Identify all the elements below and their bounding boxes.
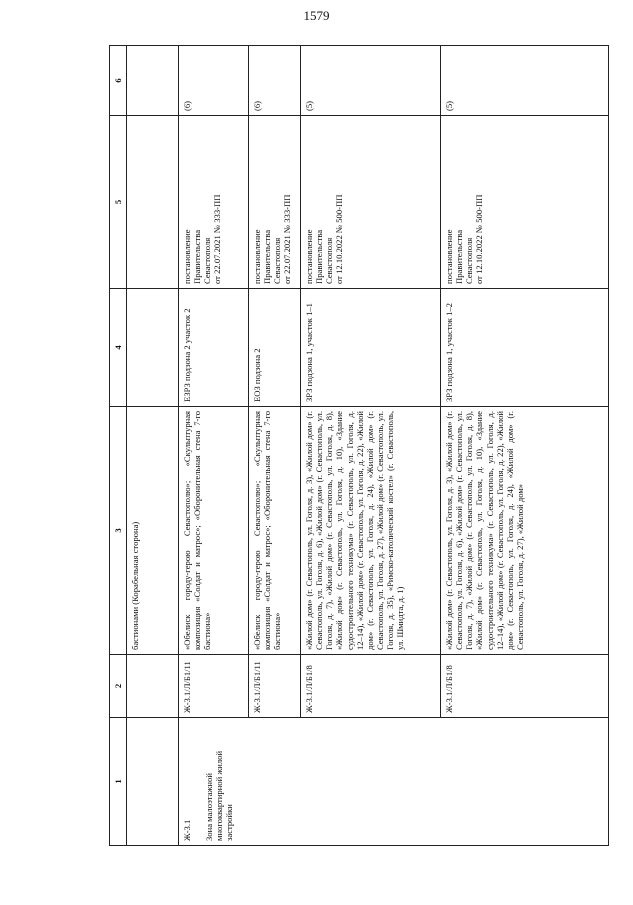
zone-name: Зона малоэтажной многоквартирной жилой застройки <box>204 750 235 841</box>
zone-cell <box>127 718 179 846</box>
header-cell: 4 <box>110 289 127 407</box>
zone-cell <box>179 718 609 846</box>
note-cell: (5) <box>301 46 441 116</box>
subzone-cell: ЗРЗ подзона 1, участок 1–2 <box>441 289 609 407</box>
table-row <box>179 46 249 846</box>
header-cell: 6 <box>110 46 127 116</box>
index-cell: Ж-3.1/Л/Б1/8 <box>301 655 441 718</box>
table-header-row <box>110 46 127 846</box>
note-cell: (5) <box>441 46 609 116</box>
act-cell: постановление Правительства Севастополя от 22.07.2021 № 333-ПП <box>179 116 249 289</box>
rotated-table-wrapper <box>109 46 609 846</box>
act-cell: постановление Правительства Севастополя от 22.07.2021 № 333-ПП <box>249 116 301 289</box>
act-cell: постановление Правительства Севастополя от 12.10.2022 № 500-ПП <box>301 116 441 289</box>
rotated-table-canvas <box>109 46 609 846</box>
objects-cell: «Обелиск городу-герою Севастополю»; «Скульптурная композиция «Солдат и матрос»; «Оборонительная стена 7-го бастиона» <box>249 407 301 655</box>
objects-cell: «Обелиск городу-герою Севастополю»; «Скульптурная композиция «Солдат и матрос»; «Оборонительная стена 7-го бастиона» <box>179 407 249 655</box>
subzone-cell: ЗРЗ подзона 1, участок 1–1 <box>301 289 441 407</box>
subzone-cell <box>127 289 179 407</box>
zone-code: Ж-3.1 <box>182 819 192 841</box>
index-cell: Ж-3.1/Л/Б1/11 <box>179 655 249 718</box>
note-cell: (6) <box>179 46 249 116</box>
zoning-table <box>109 45 609 846</box>
act-cell <box>127 116 179 289</box>
header-cell: 1 <box>110 718 127 846</box>
page-number: 1579 <box>303 8 330 23</box>
index-cell <box>127 655 179 718</box>
act-cell: постановление Правительства Севастополя от 12.10.2022 № 500-ПП <box>441 116 609 289</box>
subzone-cell: ЕЗРЗ подзона 2 участок 2 <box>179 289 249 407</box>
header-cell: 2 <box>110 655 127 718</box>
subzone-cell: ЕОЗ подзона 2 <box>249 289 301 407</box>
table-row <box>127 46 179 846</box>
objects-cell: «Жилой дом» (г. Севастополь, ул. Гоголя, д. 3), «Жилой дом» (г. Севастополь, ул. Гоголя, д. 6), «Жилой дом» (г. Севастополь, ул. Гоголя, д. 7), «Жилой дом» (г. Севастополь, ул. Гоголя, д. 8), «Жилой дом» (г. Севастополь, ул. Гоголя, д. 10), «Здание судостроительного техникума» (г. Севастополь, ул. Гоголя, д. 12–14), «Жилой дом» (г. Севастополь, ул. Гоголя, д. 22), «Жилой дом» (г. Севастополь, ул. Гоголя, д. 24), «Жилой дом» (г. Севастополь, ул. Гоголя, д. 27), «Жилой дом» <box>441 407 609 655</box>
objects-cell: «Жилой дом» (г. Севастополь, ул. Гоголя, д. 3), «Жилой дом» (г. Севастополь, ул. Гоголя, д. 6), «Жилой дом» (г. Севастополь, ул. Гоголя, д. 7), «Жилой дом» (г. Севастополь, ул. Гоголя, д. 8), «Жилой дом» (г. Севастополь, ул. Гоголя, д. 10), «Здание судостроительного техникума» (г. Севастополь, ул. Гоголя, д. 12–14), «Жилой дом» (г. Севастополь, ул. Гоголя, д. 22), «Жилой дом» (г. Севастополь, ул. Гоголя, д. 24), «Жилой дом» (г. Севастополь, ул. Гоголя, д. 27), «Жилой дом» (г. Севастополь, ул. Гоголя, д. 35), «Римско-католический костел» (г. Севастополь, ул. Шмидта, д. 1) <box>301 407 441 655</box>
header-cell: 5 <box>110 116 127 289</box>
note-cell: (6) <box>249 46 301 116</box>
index-cell: Ж-3.1/Л/Б1/8 <box>441 655 609 718</box>
objects-cell: бастионами (Корабельная сторона) <box>127 407 179 655</box>
index-cell: Ж-3.1/Л/Б1/11 <box>249 655 301 718</box>
header-cell: 3 <box>110 407 127 655</box>
note-cell <box>127 46 179 116</box>
